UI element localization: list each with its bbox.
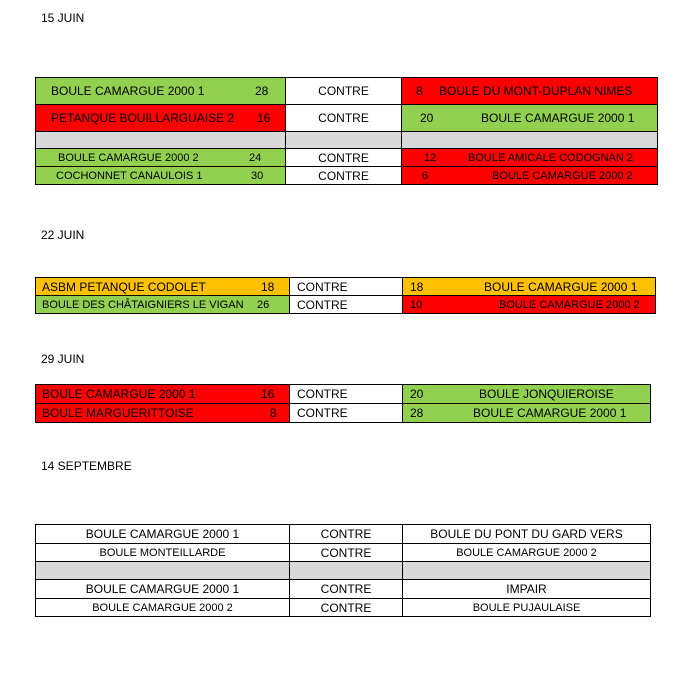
table-row [36,296,656,314]
table-row [36,404,651,423]
left-team-score: 16 [257,111,271,125]
date-heading-29-juin: 29 JUIN [41,352,85,366]
table-row [36,544,651,562]
left-team-cell [36,296,290,314]
left-team-score: 16 [261,387,275,401]
contre-cell: CONTRE [286,167,402,185]
contre-label: CONTRE [297,387,348,401]
contre-cell: CONTRE [290,525,403,544]
separator-row [36,132,658,149]
contre-cell: CONTRE [290,580,403,599]
right-team-cell [403,278,656,296]
right-team-name: BOULE JONQUIEROISE [479,387,614,401]
table-row [36,78,658,105]
left-team-cell: BOULE CAMARGUE 2000 1 [36,580,290,599]
right-team-cell: IMPAIR [403,580,651,599]
right-team-cell [403,385,651,404]
left-team-cell: BOULE CAMARGUE 2000 1 [36,525,290,544]
left-team-score: 18 [261,279,275,294]
left-team-cell: BOULE CAMARGUE 2000 2 [36,599,290,617]
right-team-score: 20 [420,111,434,125]
right-team-name: BOULE DU MONT-DUPLAN NIMES [439,84,633,98]
separator-cell [36,562,290,580]
separator-cell [36,132,286,149]
left-team-name: COCHONNET CANAULOIS 1 [56,169,203,182]
contre-cell [290,296,403,314]
right-team-score: 18 [410,279,424,294]
right-team-score: 6 [422,169,429,182]
left-team-cell [36,278,290,296]
contre-cell [290,385,403,404]
left-team-name: BOULE CAMARGUE 2000 1 [51,84,205,98]
table-row [36,599,651,617]
date-heading-15-juin: 15 JUIN [41,11,85,25]
right-team-score: 8 [416,84,423,98]
right-team-name: BOULE CAMARGUE 2000 2 [492,169,633,182]
table-row [36,525,651,544]
right-team-cell [403,296,656,314]
contre-cell: CONTRE [290,599,403,617]
right-team-cell: BOULE CAMARGUE 2000 2 [403,544,651,562]
contre-cell: CONTRE [290,544,403,562]
contre-label: CONTRE [297,279,348,294]
left-team-score: 30 [251,169,264,182]
right-team-name: BOULE CAMARGUE 2000 1 [484,279,638,294]
left-team-score: 28 [255,84,269,98]
right-team-name: BOULE CAMARGUE 2000 2 [499,298,640,311]
left-team-cell [36,385,290,404]
results-table-22-juin [35,277,656,314]
left-team-cell [36,167,286,185]
left-team-name: BOULE DES CHÂTAIGNIERS LE VIGAN [42,298,244,311]
right-team-cell [402,78,658,105]
left-team-cell [36,404,290,423]
separator-row [36,562,651,580]
left-team-name: BOULE MARGUERITTOISE [42,406,194,420]
left-team-name: BOULE CAMARGUE 2000 1 [42,387,196,401]
right-team-cell [402,149,658,167]
contre-cell [290,404,403,423]
separator-cell [286,132,402,149]
left-team-name: BOULE CAMARGUE 2000 2 [58,151,199,164]
results-table-15-juin [35,77,658,185]
right-team-cell [402,167,658,185]
right-team-score: 20 [410,387,424,401]
right-team-name: BOULE CAMARGUE 2000 1 [473,406,627,420]
date-heading-14-septembre: 14 SEPTEMBRE [41,459,132,473]
right-team-score: 10 [410,298,423,311]
table-row [36,167,658,185]
table-row [36,105,658,132]
left-team-score: 26 [257,298,270,311]
left-team-cell: BOULE MONTEILLARDE [36,544,290,562]
schedule-table-14-septembre [35,524,651,617]
contre-label: CONTRE [297,297,348,312]
contre-cell: CONTRE [286,149,402,167]
right-team-cell [402,105,658,132]
left-team-cell [36,149,286,167]
left-team-cell [36,105,286,132]
contre-cell: CONTRE [286,105,402,132]
table-row [36,385,651,404]
date-heading-22-juin: 22 JUIN [41,228,85,242]
right-team-name: BOULE AMICALE CODOGNAN 2 [468,151,634,164]
separator-cell [403,562,651,580]
left-team-name: ASBM PETANQUE CODOLET [42,279,206,294]
right-team-score: 28 [410,406,424,420]
contre-cell [290,278,403,296]
separator-cell [402,132,658,149]
left-team-score: 24 [249,151,262,164]
left-team-name: PETANQUE BOUILLARGUAISE 2 [51,111,235,125]
contre-label: CONTRE [297,406,348,420]
table-row [36,580,651,599]
left-team-cell [36,78,286,105]
table-row [36,149,658,167]
separator-cell [290,562,403,580]
right-team-cell [403,404,651,423]
table-row [36,278,656,296]
right-team-cell: BOULE PUJAULAISE [403,599,651,617]
results-table-29-juin [35,384,651,423]
left-team-score: 8 [270,406,277,420]
right-team-cell: BOULE DU PONT DU GARD VERS [403,525,651,544]
right-team-name: BOULE CAMARGUE 2000 1 [481,111,635,125]
contre-cell: CONTRE [286,78,402,105]
right-team-score: 12 [424,151,437,164]
